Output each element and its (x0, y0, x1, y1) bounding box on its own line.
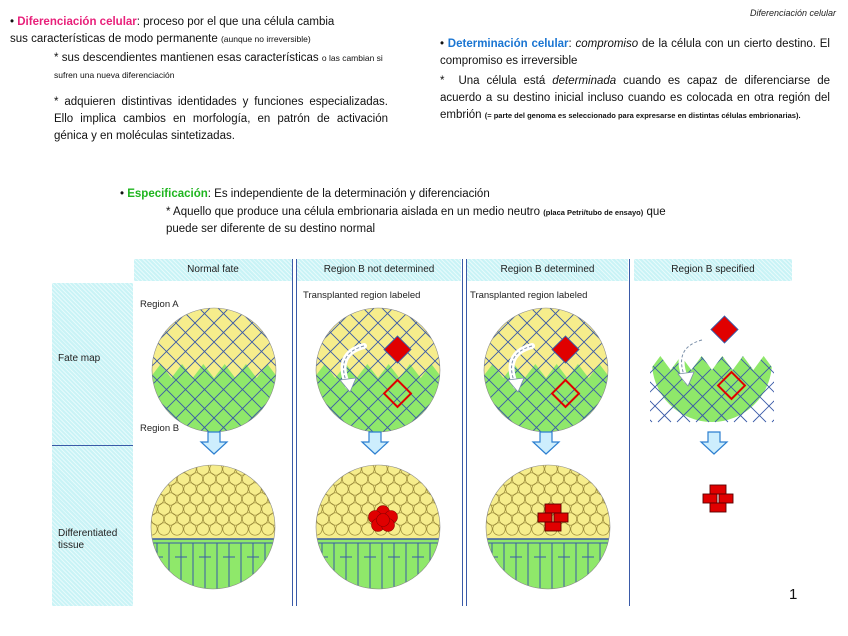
tissue-cell (440, 503, 452, 515)
tissue-cell (288, 483, 300, 495)
tissue-cell (132, 463, 144, 475)
tissue-cell (473, 493, 485, 505)
tissue-cell (506, 463, 518, 475)
tissue-cell (297, 483, 309, 495)
tissue-cell (446, 493, 458, 505)
determined-rest: cuando es capaz de diferenciarse de acuerdo a su destino inicial incluso cuando es colocada en otra región del embrión (440, 75, 831, 121)
tissue-cell (275, 523, 287, 535)
tissue-cell (310, 483, 322, 495)
tissue-cell (603, 473, 615, 485)
term-determination: Determinación celular (447, 38, 569, 50)
grid-line (760, 302, 848, 422)
page-number: 1 (789, 586, 798, 603)
term-differentiation: Diferenciación celular (17, 16, 137, 28)
tissue-cell (336, 463, 348, 475)
tissue-cell (414, 463, 426, 475)
star-marker: * (166, 206, 171, 218)
tissue-cell (303, 493, 315, 505)
tissue-cell (629, 473, 641, 485)
tissue-cell (297, 503, 309, 515)
tissue-cell (275, 483, 287, 495)
tissue-cell (303, 513, 315, 525)
term-specification: Especificación (127, 188, 208, 200)
tissue-cell (459, 473, 471, 485)
tissue-cell (486, 473, 498, 485)
definition-line2: sus características de modo permanente (10, 33, 218, 45)
colon: : (568, 38, 572, 50)
grid-line (29, 308, 153, 432)
tissue-cell (459, 493, 471, 505)
tissue-cell (275, 503, 287, 515)
tissue-cell (303, 473, 315, 485)
specification-rest: : Es independiente de la determinación y diferenciación (207, 188, 490, 200)
tissue-cell (480, 483, 492, 495)
tissue-cell (132, 523, 144, 535)
tissue-cell (138, 493, 150, 505)
tissue-cell (453, 483, 465, 495)
tissue-cell (268, 473, 280, 485)
differentiated-tissue (467, 463, 642, 601)
region-b (652, 302, 772, 422)
tissue-cell (440, 483, 452, 495)
tissue-cell (467, 483, 479, 495)
spec-note: (placa Petri/tubo de ensayo) (543, 208, 644, 217)
tissue-cell (584, 463, 596, 475)
tissue-cell (297, 523, 309, 535)
star-marker: * (54, 52, 59, 64)
tissue-cell (440, 463, 452, 475)
sub1-note: o las cambian si sufren una nueva diferenciación (54, 53, 383, 80)
tissue-cell (459, 513, 471, 525)
tissue-cell (145, 483, 157, 495)
grid-line (715, 302, 835, 422)
tissue-cell (453, 503, 465, 515)
bullet: • (440, 38, 445, 50)
transplant-label: Transplanted region labeled (470, 290, 588, 301)
tissue-cell (453, 463, 465, 475)
tissue-cell (281, 493, 293, 505)
tissue-cell (610, 463, 622, 475)
bullet: • (10, 16, 15, 28)
tissue-b (151, 539, 275, 601)
column-header-specified: Region B specified (634, 259, 792, 281)
tissue-cell (616, 473, 628, 485)
tissue-cell (323, 463, 335, 475)
red-block (545, 522, 561, 531)
down-arrow (201, 432, 227, 454)
tissue-cell (446, 513, 458, 525)
determination-rest: de la célula con un cierto destino. El compromiso es irreversible (440, 38, 830, 67)
tissue-cell (623, 483, 635, 495)
tissue-cell (145, 463, 157, 475)
tissue-cell (467, 503, 479, 515)
tissue-cell (138, 473, 150, 485)
tissue-cell (297, 463, 309, 475)
tissue-cell (623, 523, 635, 535)
red-block (554, 513, 568, 522)
tissue-cell (294, 473, 306, 485)
region-b-label: Region B (140, 423, 180, 434)
sub1-text: sus descendientes mantienen esas características (61, 52, 319, 64)
tissue-cell (446, 473, 458, 485)
red-block (710, 503, 726, 512)
tissue-cell (623, 463, 635, 475)
tissue-cell (288, 463, 300, 475)
header-title: Diferenciación celular (749, 8, 836, 18)
tissue-cell (171, 463, 183, 475)
italic-compromiso: compromiso (575, 38, 639, 50)
tissue-cell (616, 493, 628, 505)
tissue-cell (440, 523, 452, 535)
tissue-cell (610, 483, 622, 495)
grid-line (696, 302, 816, 422)
spec-line1: Aquello que produce una célula embrionaria aislada en un medio neutro (173, 206, 541, 218)
grid-line (772, 302, 848, 422)
isolated-region (711, 316, 738, 343)
tissue-cell (473, 473, 485, 485)
spec-line2: puede ser diferente de su destino normal (166, 223, 376, 235)
tissue-cell (467, 523, 479, 535)
definition-line1: : proceso por el que una célula cambia (136, 16, 335, 28)
column-header-normal-fate: Normal fate (134, 259, 292, 281)
column-header-not-determined: Region B not determined (297, 259, 461, 281)
red-block (710, 485, 726, 494)
determined-pre: Una célula está (458, 75, 546, 87)
tissue-cell (616, 513, 628, 525)
tissue-cell (138, 513, 150, 525)
column-header-determined: Region B determined (467, 259, 628, 281)
row-label: Fate map (58, 353, 101, 364)
tissue-cell (433, 473, 445, 485)
tissue-cell (249, 463, 261, 475)
tissue-cell (610, 523, 622, 535)
tissue-cell (493, 463, 505, 475)
tissue-cell (281, 513, 293, 525)
tissue-cell (288, 523, 300, 535)
tissue-cell (158, 463, 170, 475)
red-block (545, 504, 561, 513)
tissue-cell (597, 463, 609, 475)
tissue-b (316, 539, 440, 601)
grid-line (741, 302, 848, 422)
spec-line1-end: que (646, 206, 666, 218)
tissue-cell (610, 503, 622, 515)
tissue-cell (288, 503, 300, 515)
tissue-cell (316, 473, 328, 485)
differentiated-tissue (297, 463, 472, 601)
tissue-cell (473, 513, 485, 525)
bullet: • (120, 188, 125, 200)
star-marker: * (440, 75, 445, 87)
tissue-cell (427, 463, 439, 475)
tissue-cell (629, 493, 641, 505)
down-arrow (362, 432, 388, 454)
definition-note: (aunque no irreversible) (220, 34, 311, 44)
row-label: Differentiated tissue (58, 528, 118, 551)
differentiated-tissue (132, 463, 307, 601)
sub2-text: adquieren distintivas identidades y funciones especializadas. Ello implica cambios en morfología, en patrón de activación génica y en moléculas sintetizadas. (54, 96, 388, 142)
tissue-cell (480, 463, 492, 475)
red-block (538, 513, 552, 522)
tissue-cell (623, 503, 635, 515)
tissue-cell (467, 463, 479, 475)
italic-determinada: determinada (552, 75, 617, 87)
tissue-cell (294, 493, 306, 505)
grid-line (28, 308, 152, 432)
tissue-cell (294, 513, 306, 525)
transplant-label: Transplanted region labeled (303, 290, 421, 301)
tissue-cell (281, 473, 293, 485)
tissue-cell (262, 463, 274, 475)
determined-note: (= parte del genoma es seleccionado para expresarse en distintas células embrionarias). (484, 111, 801, 120)
tissue-cell (275, 463, 287, 475)
tissue-cell (310, 463, 322, 475)
down-arrow (701, 432, 727, 454)
tissue-cell (132, 503, 144, 515)
tissue-cell (132, 483, 144, 495)
tissue-cell (629, 513, 641, 525)
down-arrow (533, 432, 559, 454)
star-marker: * (54, 96, 59, 108)
tissue-cell (151, 473, 163, 485)
grid-line (608, 302, 728, 422)
red-cell (377, 514, 390, 527)
region-a-label: Region A (140, 299, 179, 310)
red-block (703, 494, 717, 503)
tissue-b (486, 539, 610, 601)
red-block (719, 494, 733, 503)
tissue-cell (453, 523, 465, 535)
